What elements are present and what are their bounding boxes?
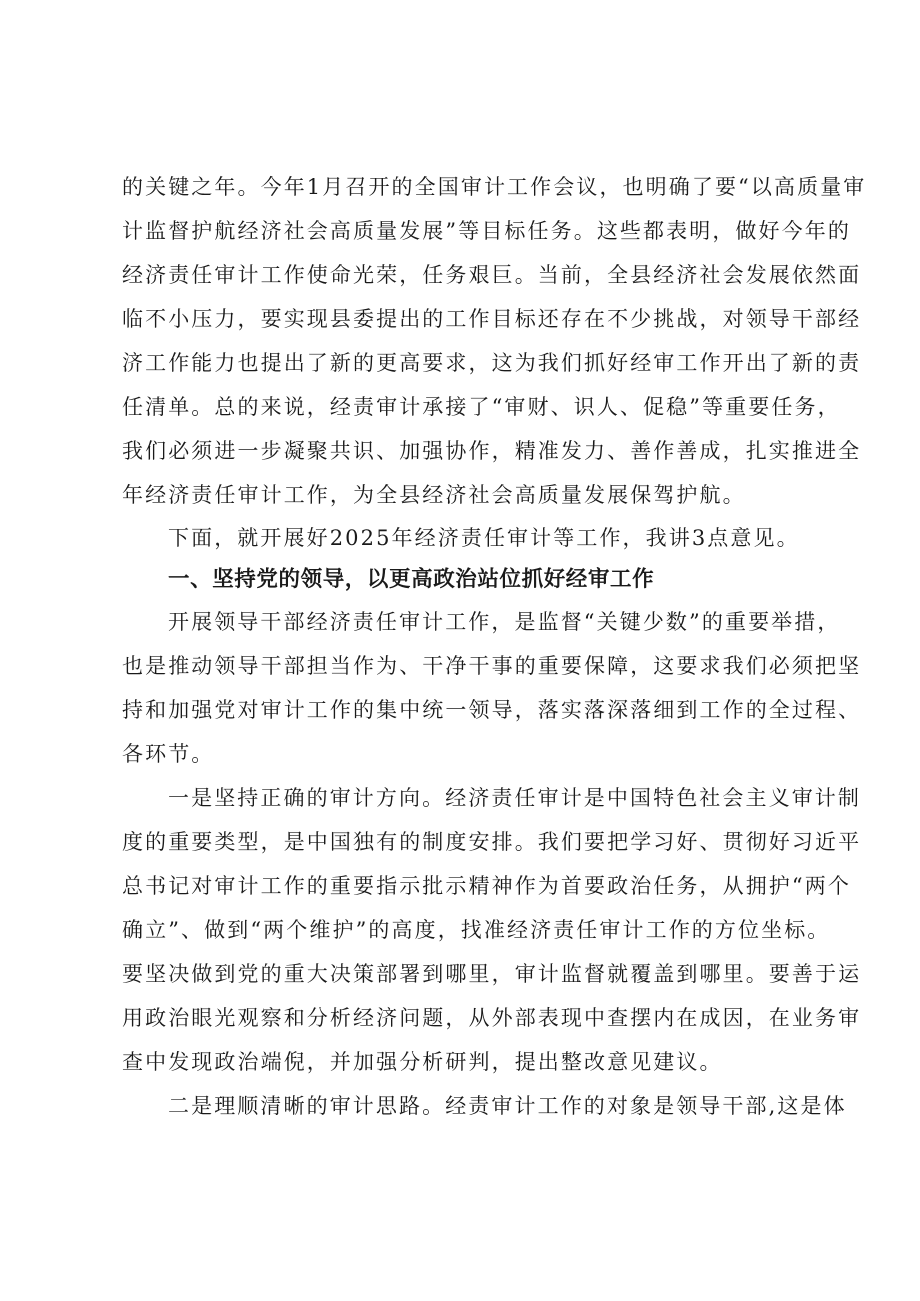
- text-line-12: 也是推动领导干部担当作为、干净干事的重要保障，这要求我们必须把坚: [122, 654, 862, 678]
- text-line-17: 总书记对审计工作的重要指示批示精神作为首要政治任务，从拥护“两个: [122, 874, 851, 898]
- text-line-8: 年经济责任审计工作，为全县经济社会高质量发展保驾护航。: [122, 483, 746, 507]
- section-heading-1: 一、坚持党的领导，以更高政治站位抓好经审工作: [168, 567, 655, 592]
- text-line-4: 临不小压力，要实现县委提出的工作目标还存在不少挑战，对领导干部经: [122, 307, 862, 331]
- text-line-7: 我们必须进一步凝聚共识、加强协作，精准发力、善作善成，扎实推进全: [122, 439, 862, 463]
- text-line-18: 确立”、做到“两个维护”的高度，找准经济责任审计工作的方位坐标。: [122, 918, 831, 942]
- text-line-20: 用政治眼光观察和分析经济问题，从外部表现中查摆内在成因，在业务审: [122, 1006, 862, 1030]
- text-line-16: 度的重要类型，是中国独有的制度安排。我们要把学习好、贯彻好习近平: [122, 830, 862, 854]
- text-line-19: 要坚决做到党的重大决策部署到哪里，审计监督就覆盖到哪里。要善于运: [122, 962, 862, 986]
- text-line-22: 二是理顺清晰的审计思路。经责审计工作的对象是领导干部,这是体: [168, 1094, 847, 1118]
- text-line-1: 的关键之年。今年1月召开的全国审计工作会议，也明确了要“以高质量审: [122, 175, 867, 199]
- text-line-2: 计监督护航经济社会高质量发展”等目标任务。这些都表明，做好今年的: [122, 219, 851, 243]
- text-line-14: 各环节。: [122, 742, 215, 766]
- text-line-21: 查中发现政治端倪，并加强分析研判，提出整改意见建议。: [122, 1050, 723, 1074]
- text-line-11: 开展领导干部经济责任审计工作，是监督“关键少数”的重要举措，: [168, 610, 841, 634]
- text-line-9: 下面，就开展好2025年经济责任审计等工作，我讲3点意见。: [168, 526, 800, 550]
- text-line-6: 任清单。总的来说，经责审计承接了“审财、识人、促稳”等重要任务，: [122, 395, 841, 419]
- text-line-5: 济工作能力也提出了新的更高要求，这为我们抓好经审工作开出了新的责: [122, 351, 862, 375]
- text-line-13: 持和加强党对审计工作的集中统一领导，落实落深落细到工作的全过程、: [122, 698, 862, 722]
- text-line-3: 经济责任审计工作使命光荣，任务艰巨。当前，全县经济社会发展依然面: [122, 263, 862, 287]
- text-line-15: 一是坚持正确的审计方向。经济责任审计是中国特色社会主义审计制: [168, 786, 861, 810]
